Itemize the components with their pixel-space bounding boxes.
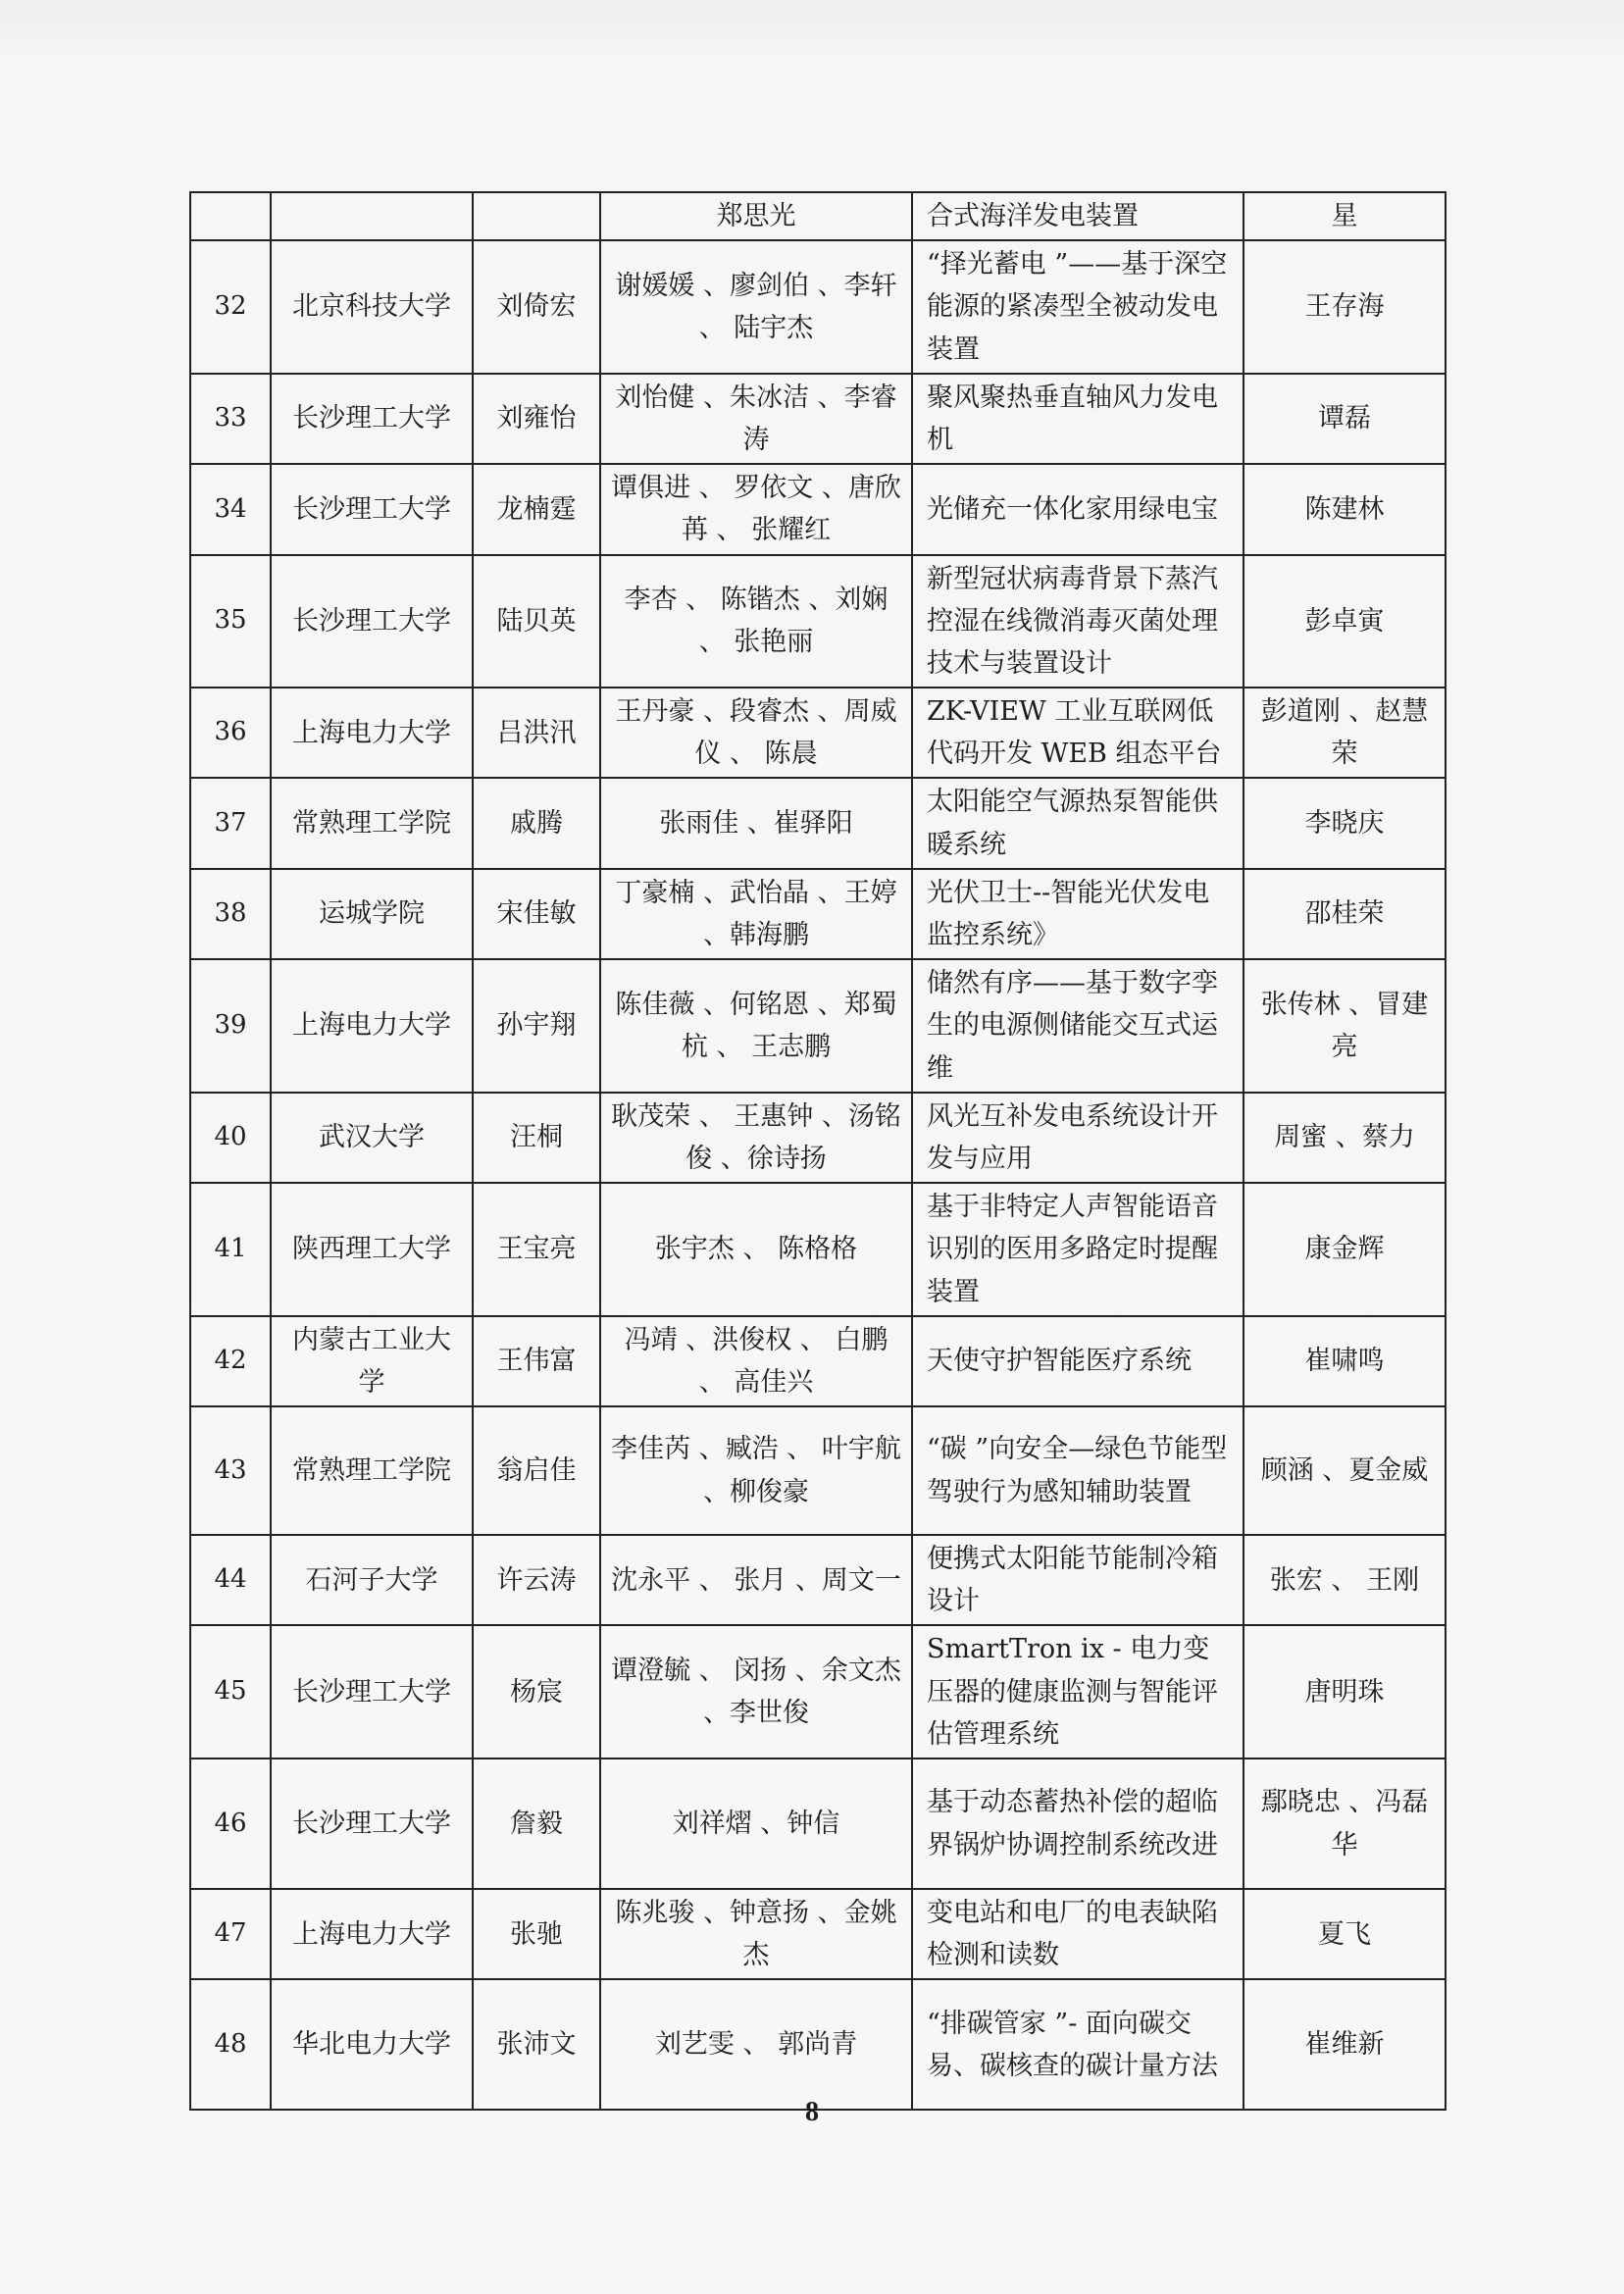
team-members-cell: 谭澄毓 、 闵扬 、余文杰 、李世俊 (600, 1625, 912, 1759)
table-row (190, 688, 1446, 778)
advisor-cell: 谭磊 (1243, 374, 1446, 464)
school-name-cell: 陕西理工大学 (271, 1183, 473, 1316)
row-number-cell: 47 (190, 1889, 271, 1979)
school-name-cell: 长沙理工大学 (271, 555, 473, 688)
table-row (190, 1759, 1446, 1889)
advisor-cell: 夏飞 (1243, 1889, 1446, 1979)
table-row (190, 1093, 1446, 1183)
team-members-cell: 李佳芮 、臧浩 、 叶宇航 、柳俊豪 (600, 1406, 912, 1535)
school-name-cell: 武汉大学 (271, 1093, 473, 1183)
team-members-cell: 刘祥熠 、钟信 (600, 1759, 912, 1889)
project-title-cell: 聚风聚热垂直轴风力发电机 (912, 374, 1243, 464)
team-members-cell: 张宇杰 、 陈格格 (600, 1183, 912, 1316)
row-number-cell: 33 (190, 374, 271, 464)
team-leader-cell: 詹毅 (473, 1759, 600, 1889)
project-title-cell: 基于非特定人声智能语音识别的医用多路定时提醒装置 (912, 1183, 1243, 1316)
project-title-cell: 风光互补发电系统设计开发与应用 (912, 1093, 1243, 1183)
row-number-cell: 36 (190, 688, 271, 778)
school-name-cell: 长沙理工大学 (271, 464, 473, 554)
school-name-cell: 石河子大学 (271, 1535, 473, 1625)
team-leader-cell: 孙宇翔 (473, 959, 600, 1093)
team-leader-cell: 刘雍怡 (473, 374, 600, 464)
project-title-cell: 新型冠状病毒背景下蒸汽控湿在线微消毒灭菌处理技术与装置设计 (912, 555, 1243, 688)
table-row (190, 1535, 1446, 1625)
page-number: 8 (805, 2097, 819, 2127)
project-title-cell: 合式海洋发电装置 (912, 192, 1243, 240)
team-members-cell: 刘怡健 、朱冰洁 、李睿涛 (600, 374, 912, 464)
team-leader-cell: 刘倚宏 (473, 240, 600, 374)
table-row (190, 959, 1446, 1093)
project-title-cell: 便携式太阳能节能制冷箱设计 (912, 1535, 1243, 1625)
school-name-cell: 常熟理工学院 (271, 778, 473, 868)
table-row (190, 374, 1446, 464)
award-list-table (189, 191, 1446, 2111)
school-name-cell: 上海电力大学 (271, 688, 473, 778)
advisor-cell: 周蜜 、蔡力 (1243, 1093, 1446, 1183)
project-title-cell: ZK-VIEW 工业互联网低代码开发 WEB 组态平台 (912, 688, 1243, 778)
table-row (190, 1406, 1446, 1535)
table-row (190, 1625, 1446, 1759)
school-name-cell: 北京科技大学 (271, 240, 473, 374)
team-leader-cell: 许云涛 (473, 1535, 600, 1625)
row-number-cell: 39 (190, 959, 271, 1093)
table-row (190, 869, 1446, 959)
table-row (190, 240, 1446, 374)
school-name-cell: 内蒙古工业大学 (271, 1316, 473, 1406)
school-name-cell: 华北电力大学 (271, 1979, 473, 2110)
table-row (190, 1183, 1446, 1316)
project-title-cell: “碳 ”向安全—绿色节能型驾驶行为感知辅助装置 (912, 1406, 1243, 1535)
school-name-cell: 长沙理工大学 (271, 1759, 473, 1889)
team-leader-cell: 翁启佳 (473, 1406, 600, 1535)
advisor-cell: 张宏 、 王刚 (1243, 1535, 1446, 1625)
row-number-cell: 40 (190, 1093, 271, 1183)
team-members-cell: 张雨佳 、崔驿阳 (600, 778, 912, 868)
advisor-cell: 张传林 、冒建亮 (1243, 959, 1446, 1093)
team-members-cell: 陈佳薇 、何铭恩 、郑蜀杭 、 王志鹏 (600, 959, 912, 1093)
project-title-cell: SmartTron ix - 电力变压器的健康监测与智能评估管理系统 (912, 1625, 1243, 1759)
advisor-cell: 王存海 (1243, 240, 1446, 374)
advisor-cell: 唐明珠 (1243, 1625, 1446, 1759)
school-name-cell: 常熟理工学院 (271, 1406, 473, 1535)
team-leader-cell: 张沛文 (473, 1979, 600, 2110)
advisor-cell: 李晓庆 (1243, 778, 1446, 868)
table-row (190, 1979, 1446, 2110)
advisor-cell: 彭道刚 、赵慧荣 (1243, 688, 1446, 778)
advisor-cell: 彭卓寅 (1243, 555, 1446, 688)
row-number-cell: 43 (190, 1406, 271, 1535)
table-row (190, 192, 1446, 240)
project-title-cell: 储然有序——基于数字孪生的电源侧储能交互式运维 (912, 959, 1243, 1093)
row-number-cell: 41 (190, 1183, 271, 1316)
project-title-cell: 光储充一体化家用绿电宝 (912, 464, 1243, 554)
school-name-cell: 运城学院 (271, 869, 473, 959)
advisor-cell: 陈建林 (1243, 464, 1446, 554)
school-name-cell: 上海电力大学 (271, 959, 473, 1093)
project-title-cell: 光伏卫士--智能光伏发电监控系统》 (912, 869, 1243, 959)
table-row (190, 464, 1446, 554)
row-number-cell: 45 (190, 1625, 271, 1759)
team-members-cell: 陈兆骏 、钟意扬 、金姚杰 (600, 1889, 912, 1979)
advisor-cell: 崔啸鸣 (1243, 1316, 1446, 1406)
team-members-cell: 冯靖 、洪俊权 、 白鹏 、 高佳兴 (600, 1316, 912, 1406)
row-number-cell: 32 (190, 240, 271, 374)
team-leader-cell: 王宝亮 (473, 1183, 600, 1316)
project-title-cell: 变电站和电厂的电表缺陷检测和读数 (912, 1889, 1243, 1979)
team-members-cell: 谢媛媛 、廖剑伯 、李轩 、 陆宇杰 (600, 240, 912, 374)
team-leader-cell: 陆贝英 (473, 555, 600, 688)
table-body (190, 192, 1446, 2110)
table-row (190, 1316, 1446, 1406)
team-leader-cell: 戚腾 (473, 778, 600, 868)
table-row (190, 1889, 1446, 1979)
team-members-cell: 谭俱进 、 罗依文 、唐欣苒 、 张耀红 (600, 464, 912, 554)
table-row (190, 555, 1446, 688)
team-members-cell: 王丹豪 、段睿杰 、周威仪 、 陈晨 (600, 688, 912, 778)
project-title-cell: 天使守护智能医疗系统 (912, 1316, 1243, 1406)
row-number-cell: 35 (190, 555, 271, 688)
team-leader-cell: 张驰 (473, 1889, 600, 1979)
team-leader-cell: 吕洪汛 (473, 688, 600, 778)
project-title-cell: 基于动态蓄热补偿的超临界锅炉协调控制系统改进 (912, 1759, 1243, 1889)
team-members-cell: 郑思光 (600, 192, 912, 240)
project-title-cell: “择光蓄电 ”——基于深空能源的紧凑型全被动发电装置 (912, 240, 1243, 374)
advisor-cell: 星 (1243, 192, 1446, 240)
team-members-cell: 沈永平 、 张月 、周文一 (600, 1535, 912, 1625)
team-members-cell: 李杏 、 陈锴杰 、刘娴 、 张艳丽 (600, 555, 912, 688)
team-leader-cell: 汪桐 (473, 1093, 600, 1183)
table-row (190, 778, 1446, 868)
team-leader-cell: 龙楠霆 (473, 464, 600, 554)
team-members-cell: 丁豪楠 、武怡晶 、王婷 、韩海鹏 (600, 869, 912, 959)
school-name-cell: 长沙理工大学 (271, 374, 473, 464)
row-number-cell: 48 (190, 1979, 271, 2110)
project-title-cell: 太阳能空气源热泵智能供暖系统 (912, 778, 1243, 868)
row-number-cell: 34 (190, 464, 271, 554)
row-number-cell: 42 (190, 1316, 271, 1406)
advisor-cell: 邵桂荣 (1243, 869, 1446, 959)
advisor-cell: 顾涵 、夏金威 (1243, 1406, 1446, 1535)
advisor-cell: 鄢晓忠 、冯磊华 (1243, 1759, 1446, 1889)
team-leader-cell: 宋佳敏 (473, 869, 600, 959)
team-members-cell: 耿茂荣 、 王惠钟 、汤铭俊 、徐诗扬 (600, 1093, 912, 1183)
row-number-cell: 37 (190, 778, 271, 868)
row-number-cell: 38 (190, 869, 271, 959)
school-name-cell: 长沙理工大学 (271, 1625, 473, 1759)
team-leader-cell: 王伟富 (473, 1316, 600, 1406)
project-title-cell: “排碳管家 ”- 面向碳交易、碳核查的碳计量方法 (912, 1979, 1243, 2110)
team-leader-cell (473, 192, 600, 240)
row-number-cell: 44 (190, 1535, 271, 1625)
advisor-cell: 康金辉 (1243, 1183, 1446, 1316)
school-name-cell: 上海电力大学 (271, 1889, 473, 1979)
row-number-cell: 46 (190, 1759, 271, 1889)
advisor-cell: 崔维新 (1243, 1979, 1446, 2110)
row-number-cell (190, 192, 271, 240)
team-members-cell: 刘艺雯 、 郭尚青 (600, 1979, 912, 2110)
school-name-cell (271, 192, 473, 240)
team-leader-cell: 杨宸 (473, 1625, 600, 1759)
